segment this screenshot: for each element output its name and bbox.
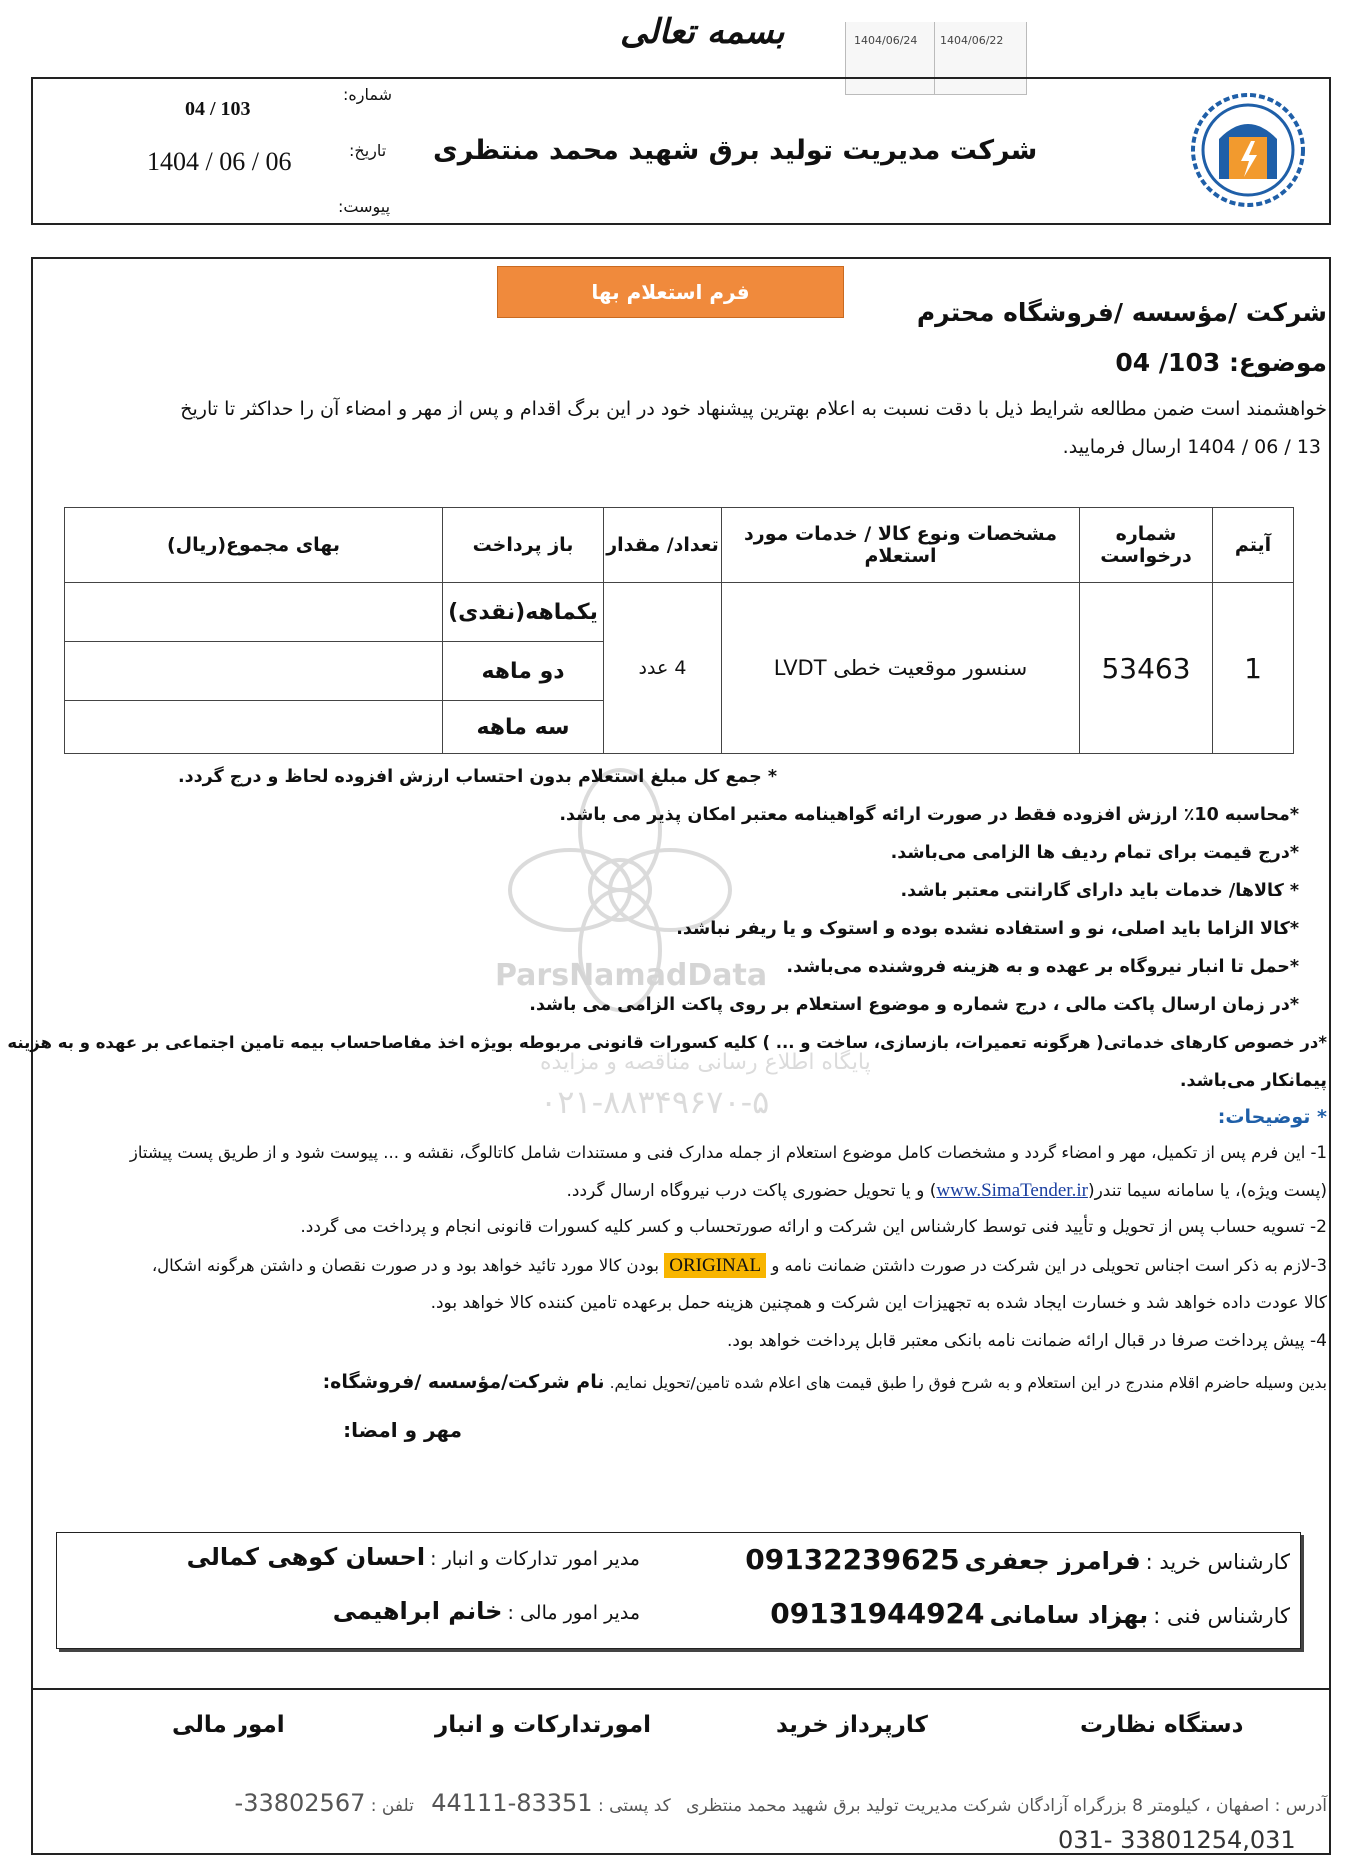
attachment-label: پیوست: [338,197,391,216]
col-qty: تعداد/ مقدار [604,508,722,583]
address-text: آدرس : اصفهان ، کیلومتر 8 بزرگراه آزادگان شرکت مدیریت تولید برق شهید محمد منتظری [686,1796,1327,1816]
addressee: شرکت /مؤسسه /فروشگاه محترم [916,298,1327,327]
procure-label: مدیر امور تدارکات و انبار : [430,1548,640,1570]
buyer-name: فرامرز جعفری [964,1547,1141,1575]
address-footer [235,1789,1327,1817]
procurement-manager [187,1543,640,1571]
original-highlight: ORIGINAL [664,1253,766,1278]
signature-supervision: دستگاه نظارت [1080,1712,1244,1738]
seal-label: مهر و امضا: [343,1418,462,1442]
buyer-contact [745,1543,1290,1576]
condition-9: پیمانکار می‌باشد. [1179,1071,1327,1091]
phone-1: -33802567 [234,1789,366,1817]
postal-code: 44111-83351 [431,1789,593,1817]
declaration-name: نام شرکت/مؤسسه /فروشگاه: [322,1371,605,1393]
buyer-label: کارشناس خرید : [1145,1550,1290,1574]
cell-spec: سنسور موقعیت خطی LVDT [722,583,1080,754]
condition-7: *در زمان ارسال پاکت مالی ، درج شماره و موضوع استعلام بر روی پاکت الزامی می باشد. [529,995,1299,1015]
company-logo [1189,91,1307,209]
company-name: شرکت مدیریت تولید برق شهید محمد منتظری [433,135,1038,166]
contacts-box [56,1532,1301,1649]
intro-line-2: 13 / 06 / 1404 ارسال فرمایید. [1062,436,1321,458]
request-table [64,507,1294,754]
tech-label: کارشناس فنی : [1153,1604,1290,1628]
postal-label: کد پستی : [597,1796,671,1816]
note-1a: 1- این فرم پس از تکمیل، مهر و امضاء گردد و مشخصات کامل موضوع استعلام از جمله مدارک فنی و مستندات شامل کاتالوگ، نقشه و ... پیوست شود و از طریق پست پیشتاز [129,1143,1327,1162]
note-3b: کالا عودت داده خواهد شد و خسارت ایجاد شده به تجهیزات این شرکت و همچنین هزینه حمل برعهده تامین کننده کالا خواهد بود. [430,1293,1327,1313]
date-label: تاریخ: [349,141,387,160]
cell-payment-1: یکماهه(نقدی) [443,583,604,642]
stamp-date-1: 1404/06/24 [854,34,918,47]
divider [31,1688,1331,1690]
condition-3: *درج قیمت برای تمام ردیف ها الزامی می‌باشد. [890,843,1299,863]
subject: موضوع: 103/ 04 [1115,348,1327,377]
cell-total-1[interactable] [65,583,443,642]
procure-name: احسان کوهی کمالی [186,1543,426,1571]
simatender-link[interactable]: www.SimaTender.ir [936,1180,1088,1201]
col-payment: باز پرداخت [443,508,604,583]
stamp-date-2: 1404/06/22 [940,34,1004,47]
cell-total-2[interactable] [65,642,443,701]
finance-label: مدیر امور مالی : [507,1602,640,1624]
watermark-phone: ۰۲۱-۸۸۳۴۹۶۷۰-۵ [540,1083,770,1121]
signature-buyer: کارپرداز خرید [776,1712,928,1738]
finance-name: خانم ابراهیمی [332,1597,503,1625]
note-1b-post: ) و یا تحویل حضوری پاکت درب نیروگاه ارسال گردد. [566,1181,937,1201]
signature-finance: امور مالی [172,1712,285,1738]
tech-phone: 09131944924 [770,1597,985,1630]
condition-1: * جمع کل مبلغ استعلام بدون احتساب ارزش افزوده لحاظ و درج گردد. [178,767,777,787]
phone-2: 031- 33801254,031 [1058,1826,1296,1854]
note-2: 2- تسویه حساب پس از تحویل و تأیید فنی توسط کارشناس این شرکت و ارائه صورتحساب و کسر کلیه کسورات قانونی انجام و پرداخت می گردد. [300,1217,1327,1237]
condition-5: *کالا الزاما باید اصلی، نو و استفاده نشده بوده و استوک و یا ریفر نباشد. [676,919,1299,939]
cell-total-3[interactable] [65,701,443,754]
table-row [65,583,1294,642]
condition-2: *محاسبه 10٪ ارزش افزوده فقط در صورت ارائه گواهینامه معتبر امکان پذیر می باشد. [559,805,1299,825]
col-request-no: شماره درخواست [1080,508,1213,583]
watermark-brand: ParsNamadData [495,958,768,993]
col-item: آیتم [1213,508,1294,583]
condition-4: * کالاها/ خدمات باید دارای گارانتی معتبر باشد. [900,881,1299,901]
cell-qty: 4 عدد [604,583,722,754]
date-value: 1404 / 06 / 06 [147,147,292,176]
declaration [323,1371,1327,1393]
cell-item: 1 [1213,583,1294,754]
note-1b-pre: (پست ویژه)، یا سامانه سیما تندر( [1087,1181,1327,1201]
number-value: 04 / 103 [185,98,251,120]
watermark-sub: پایگاه اطلاع رسانی مناقصه و مزایده [540,1050,871,1075]
number-label: شماره: [343,85,393,104]
col-total: بهای مجموع(ریال) [65,508,443,583]
cell-request-no: 53463 [1080,583,1213,754]
cell-payment-2: دو ماهه [443,642,604,701]
note-1b [567,1180,1327,1202]
table-header-row [65,508,1294,583]
note-3a-pre: 3-لازم به ذکر است اجناس تحویلی در این شرکت در صورت داشتن ضمانت نامه و [771,1256,1327,1275]
notes-title: * توضیحات: [1217,1106,1327,1128]
intro-line-1: خواهشمند است ضمن مطالعه شرایط ذیل با دقت نسبت به اعلام بهترین پیشنهاد خود در این برگ اقدام و پس از مهر و امضاء آن را حداکثر تا تاریخ [180,398,1327,420]
condition-8: *در خصوص کارهای خدماتی( هرگونه تعمیرات، بازسازی، ساخت و ... ) کلیه کسورات قانونی مربوطه بویژه اخذ مفاصاحساب بیمه تامین اجتماعی بر عهده و به هزینه [7,1033,1327,1052]
letter-header [31,77,1331,225]
note-3a [152,1255,1327,1277]
phone-label: تلفن : [370,1796,414,1816]
note-4: 4- پیش پرداخت صرفا در قبال ارائه ضمانت نامه بانکی معتبر قابل پرداخت خواهد بود. [726,1331,1327,1351]
tech-contact [770,1597,1290,1630]
declaration-text: بدین وسیله حاضرم اقلام مندرج در این استعلام و به شرح فوق را طبق قیمت های اعلام شده تامین/تحویل نمایم. [609,1374,1327,1392]
cell-payment-3: سه ماهه [443,701,604,754]
signature-procurement: امورتدارکات و انبار [435,1712,652,1738]
bismillah: بسمه تعالی [620,12,785,52]
condition-6: *حمل تا انبار نیروگاه بر عهده و به هزینه فروشنده می‌باشد. [786,957,1299,977]
logo-icon [1189,91,1307,209]
note-3a-post: بودن کالا مورد تائید خواهد بود و در صورت نقصان و داشتن هرگونه اشکال، [151,1256,659,1275]
form-title: فرم استعلام بها [497,266,844,318]
col-spec: مشخصات ونوع کالا / خدمات مورد استعلام [722,508,1080,583]
finance-manager [333,1597,640,1625]
buyer-phone: 09132239625 [745,1543,960,1576]
tech-name: بهزاد سامانی [989,1601,1149,1629]
